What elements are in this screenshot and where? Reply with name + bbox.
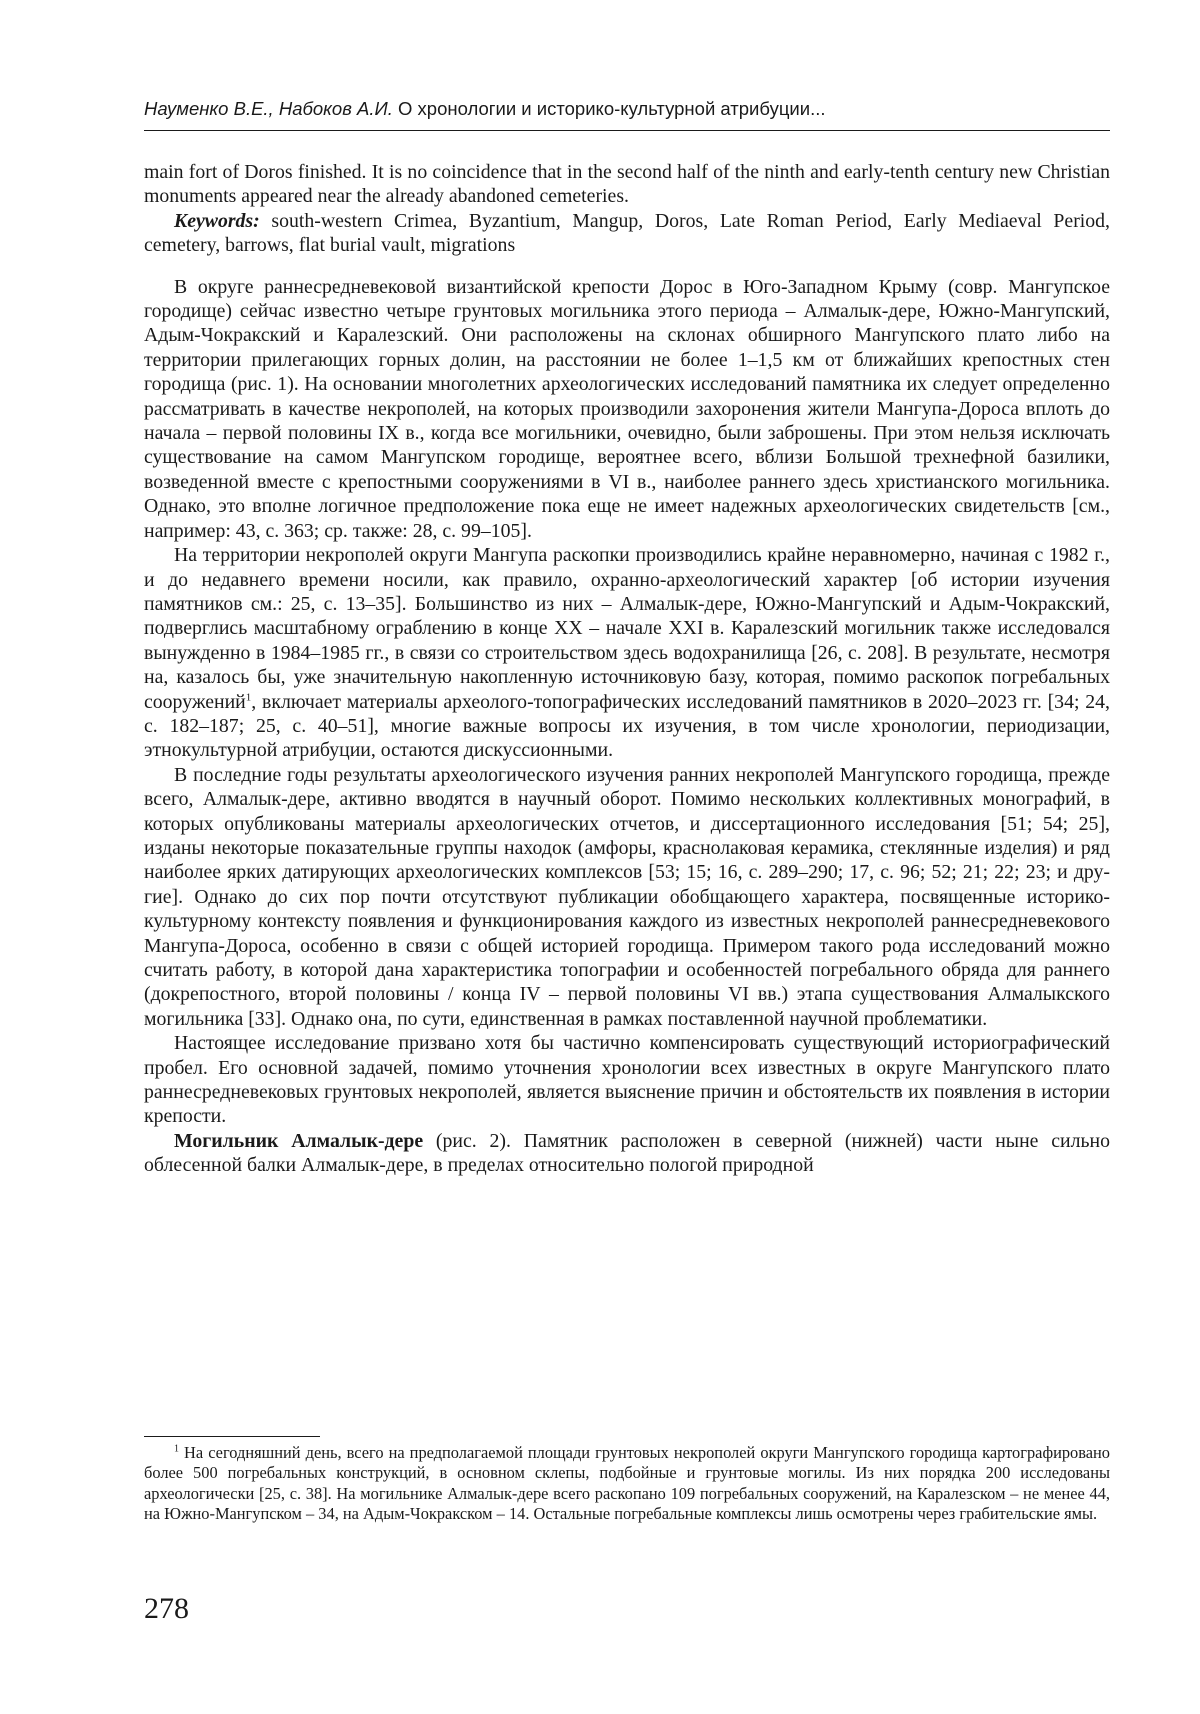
keywords-paragraph — [144, 209, 1110, 258]
paragraph-5 — [144, 1129, 1110, 1178]
section-lead-heading: Могильник Алмалык-дере — [174, 1129, 424, 1152]
footnote-rule — [144, 1436, 320, 1437]
paragraph-2-part-b: , включает материалы археолого-топографических исследований памятников в 2020–2023 гг. [34; 24, с. 182–187; 25, с. 40–51], многие важные вопросы их изучения, в том числе хронологии, периодизации, этнокультурной атрибуции, остаются дискуссионными. — [144, 690, 1110, 762]
footnote — [144, 1443, 1110, 1525]
running-head-title: О хронологии и историко-культурной атрибуции... — [398, 98, 826, 119]
keywords-label: Keywords: — [174, 209, 260, 232]
page-number: 278 — [144, 1592, 189, 1625]
keywords-text: south-western Crimea, Byzantium, Mangup, Doros, Late Roman Period, Early Mediaeval Period, cemetery, barrows, flat burial vault, migrations — [144, 209, 1111, 257]
footnote-ref[interactable]: 1 — [245, 690, 252, 703]
footnote-marker: 1 — [174, 1443, 179, 1455]
abstract-tail: main fort of Doros finished. It is no coincidence that in the second half of the ninth and early-tenth century new Christian monuments appeared near the already abandoned cemeteries. — [144, 161, 1110, 208]
paragraph-2-part-a: На территории некрополей округи Мангупа раскопки производились крайне неравномерно, начиная с 1982 г., и до недавнего времени носили, как правило, охранно-археологический характер [об истории изучения памятников см.: 25, с. 13–35]. Большинство из них – Алмалык-дере, Южно-Мангупский и Адым-Чокракский, подверглись масштабному ограблению в конце XX – начале XXI в. Каралезский могильник также исследовался вынужденно в 1984–1985 гг., в связи со строительством здесь водохранилища [26, с. 208]. В результате, несмотря на, казалось бы, уже значительную накопленную источниковую базу, которая, помимо раскопок погребальных сооружений — [144, 544, 1110, 713]
running-head — [144, 96, 1110, 122]
footnote-1 — [144, 1443, 1110, 1525]
paragraph-5-text: (рис. 2). Памятник расположен в северной (нижней) части ныне сильно облесенной балки Алмалык-дере, в пределах относительно пологой природной — [144, 1129, 1110, 1177]
footnote-text: На сегодняшний день, всего на предполагаемой площади грунтовых некрополей округи Мангупского городища картографировано более 500 погребальных конструкций, в основном склепы, подбойные и грунтовые могилы. Из них порядка 200 исследованы археологически [25, с. 38]. На могильнике Алмалык-дере всего раскопано 109 погребальных сооружений, на Каралезском – не менее 44, на Южно-Мангупском – 34, на Адым-Чокракском – 14. Остальные погребальные комплексы лишь осмотрены через грабительские ямы. — [144, 1443, 1110, 1524]
header-rule — [144, 130, 1110, 131]
paragraph-4: Настоящее исследование призвано хотя бы частично компенсировать существующий историографический пробел. Его основной задачей, помимо уточнения хронологии всех известных в округе Мангупского плато раннесредневековых грунтовых некрополей, является выяснение причин и обстоятельств их появления в истории крепости. — [144, 1032, 1110, 1128]
paragraph-1: В округе раннесредневековой византийской крепости Дорос в Юго-Западном Крыму (совр. Мангупское городище) сейчас известно четыре грунтовых могильника этого периода – Алмалык-дере, Южно-Мангупский, Адым-Чокракский и Каралезский. Они расположены на склонах обширного Мангупского плато либо на территории прилегающих горных долин, на расстоянии не более 1–1,5 км от ближайших крепостных стен городища (рис. 1). На основании многолетних археологических исследований памятника их следует определенно рассматривать в качестве некрополей, на которых производили захоронения жители Мангупа-Дороса вплоть до начала – первой половины IX в., когда все могильники, очевидно, были заброшены. При этом нельзя исключать существование на самом Мангупском городище, вероятнее всего, вблизи Большой трехнефной базилики, возведенной вместе с крепостными сооружениями в VI в., наиболее раннего здесь христианского могильника. Однако, это вполне логичное предположение пока еще не имеет надежных археологических свидетельств [см., например: 43, с. 363; ср. также: 28, с. 99–105]. — [144, 275, 1110, 542]
paragraph-2 — [144, 543, 1110, 763]
running-head-authors: Науменко В.Е., Набоков А.И. — [144, 98, 393, 119]
article-body — [144, 160, 1110, 1178]
paragraph-3: В последние годы результаты археологического изучения ранних некрополей Мангупского городища, прежде всего, Алмалык-дере, активно вводятся в научный оборот. Помимо нескольких коллективных монографий, в которых опубликованы материалы археологических отчетов, и диссертационного исследования [51; 54; 25], изданы некоторые показательные группы находок (амфоры, краснолаковая керамика, стеклянные изделия) и ряд наиболее ярких датирующих археологических комплексов [53; 15; 16, с. 289–290; 17, с. 96; 52; 21; 22; 23; и другие]. Однако до сих пор почти отсутствуют публикации обобщающего характера, посвященные историко-культурному контексту появления и функционирования каждого из известных некрополей раннесредневекового Мангупа-Дороса, особенно в связи с общей историей городища. Примером такого рода исследований можно считать работу, в которой дана характеристика топографии и особенностей погребального обряда для раннего (докрепостного, второй половины / конца IV – первой половины VI вв.) этапа существования Алмалыкского могильника [33]. Однако она, по сути, единственная в рамках поставленной научной проблематики. — [144, 763, 1110, 1030]
